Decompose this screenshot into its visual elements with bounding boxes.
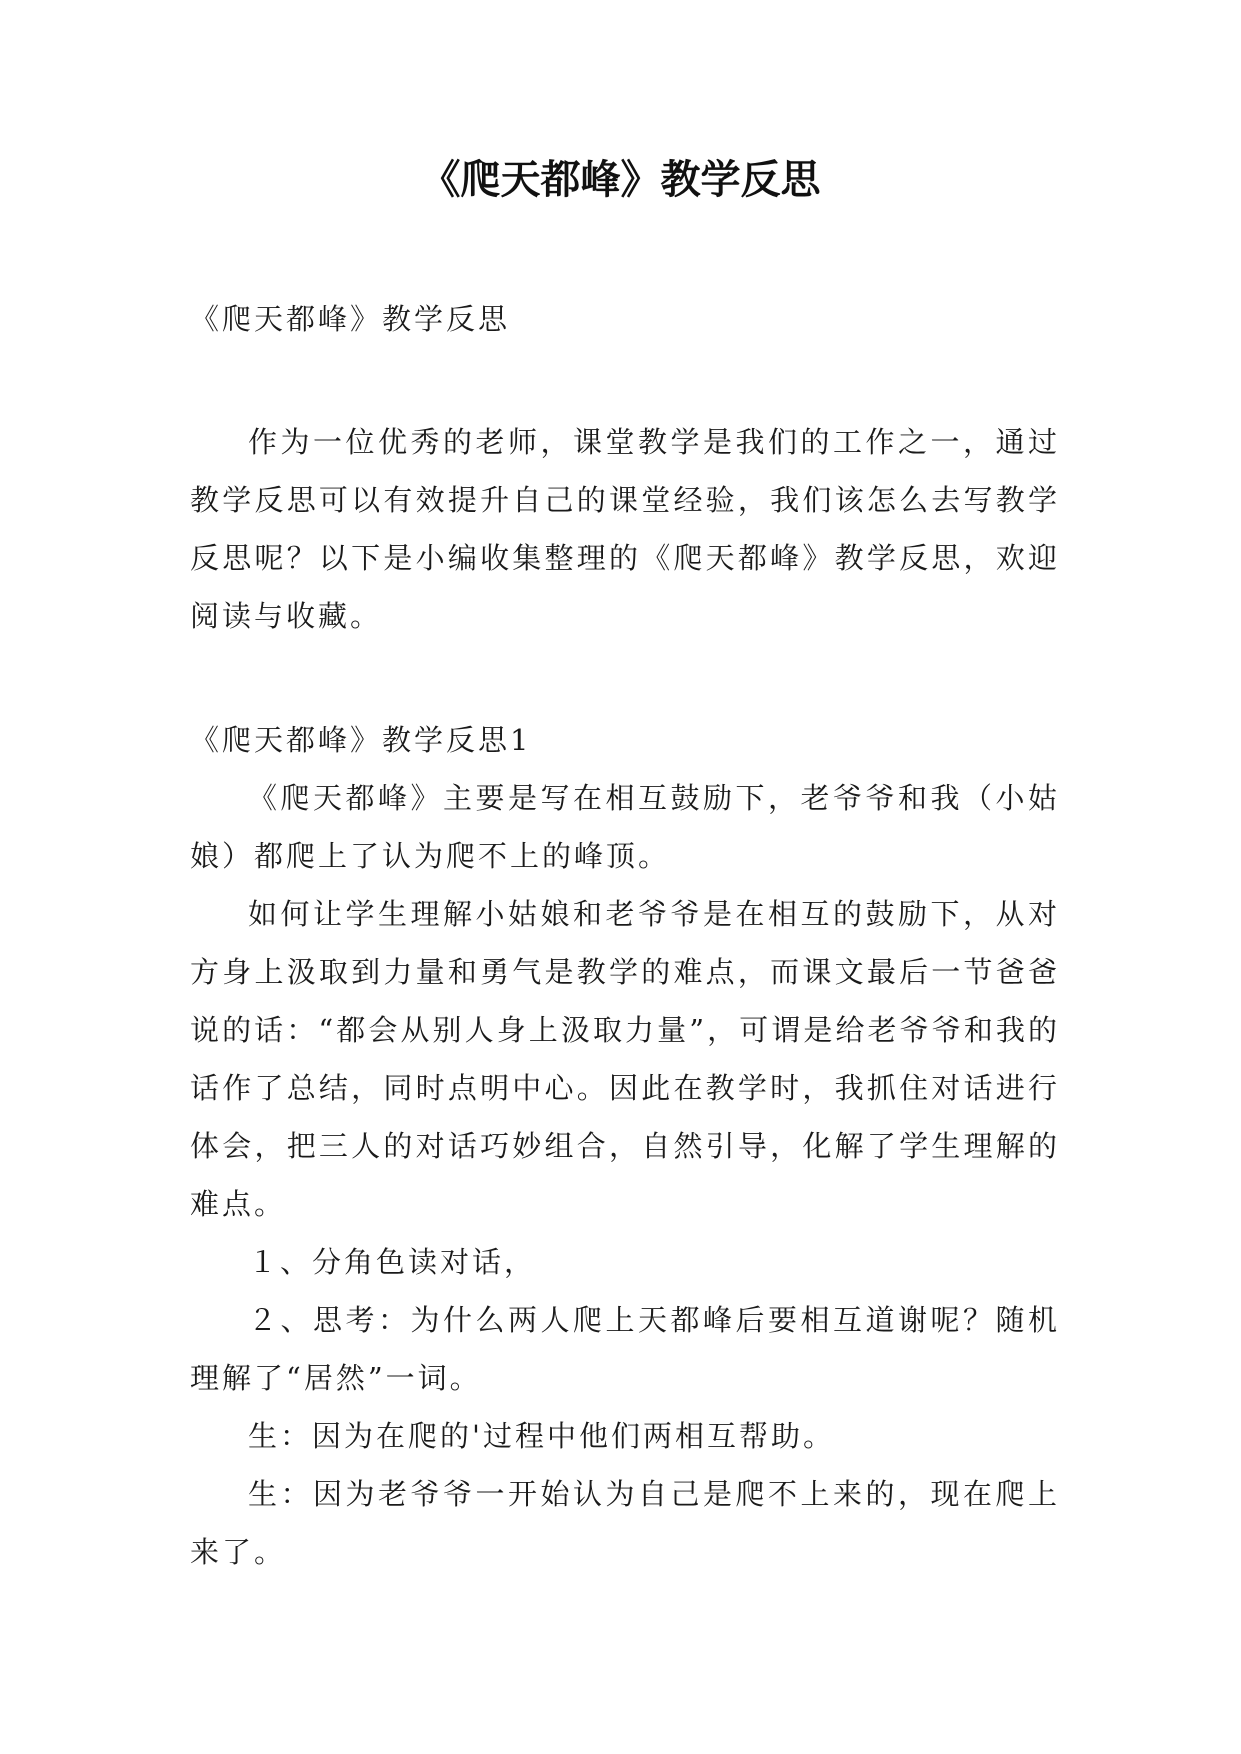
body-paragraph: 生：因为在爬的'过程中他们两相互帮助。 bbox=[248, 1419, 835, 1453]
section-heading: 《爬天都峰》教学反思1 bbox=[190, 723, 532, 757]
document-subtitle: 《爬天都峰》教学反思 bbox=[190, 302, 511, 336]
body-paragraph: 《爬天都峰》主要是写在相互鼓励下，老爷爷和我（小姑娘）都爬上了认为爬不上的峰顶。 bbox=[190, 781, 1060, 873]
body-paragraph: 生：因为老爷爷一开始认为自己是爬不上来的，现在爬上来了。 bbox=[190, 1477, 1060, 1569]
body-paragraph: １、分角色读对话， bbox=[248, 1245, 537, 1279]
document-body bbox=[190, 290, 1060, 1581]
document-title: 《爬天都峰》教学反思 bbox=[420, 157, 821, 203]
body-paragraph: 如何让学生理解小姑娘和老爷爷是在相互的鼓励下，从对方身上汲取到力量和勇气是教学的难点，而课文最后一节爸爸说的话：“都会从别人身上汲取力量”，可谓是给老爷爷和我的话作了总结，同时点明中心。因此在教学时，我抓住对话进行体会，把三人的对话巧妙组合，自然引导，化解了学生理解的难点。 bbox=[190, 897, 1060, 1221]
body-paragraph: ２、思考：为什么两人爬上天都峰后要相互道谢呢？随机理解了“居然”一词。 bbox=[190, 1303, 1060, 1395]
intro-paragraph: 作为一位优秀的老师，课堂教学是我们的工作之一，通过教学反思可以有效提升自己的课堂经验，我们该怎么去写教学反思呢？以下是小编收集整理的《爬天都峰》教学反思，欢迎阅读与收藏。 bbox=[190, 425, 1060, 633]
